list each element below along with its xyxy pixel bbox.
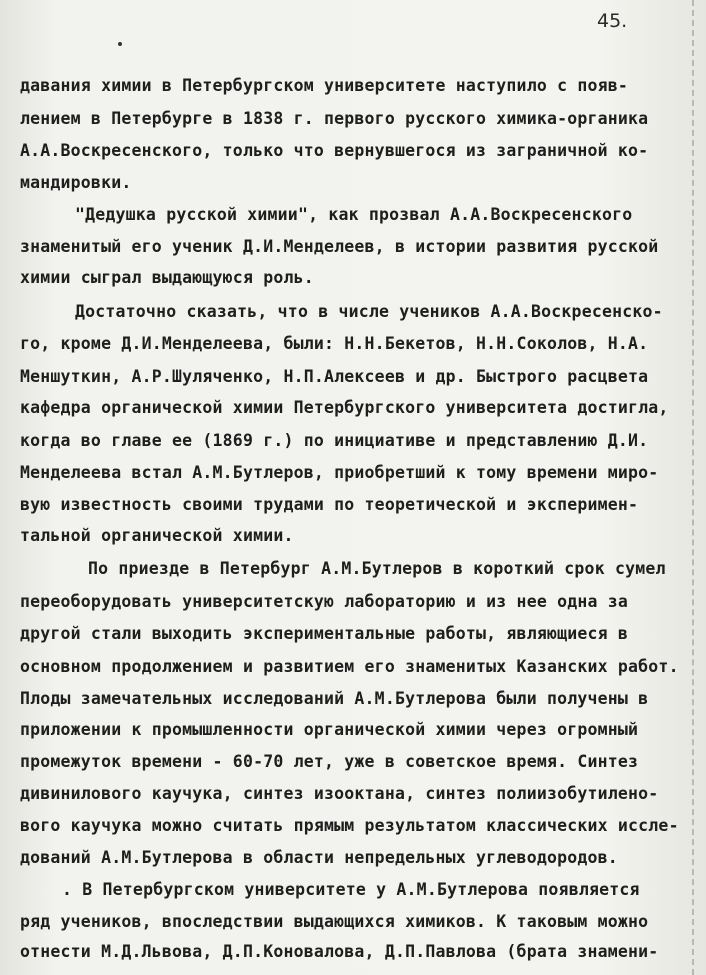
text-line: Достаточно сказать, что в числе учеников А.А.Воскресенско- [75, 302, 663, 321]
text-line: Менделеева встал А.М.Бутлеров, приобретший к тому времени миро- [20, 463, 659, 482]
text-line: го, кроме Д.И.Менделеева, были: Н.Н.Бекетов, Н.Н.Соколов, Н.А. [20, 334, 649, 353]
text-line: переоборудовать университетскую лабораторию и из нее одна за [20, 592, 629, 611]
text-line: знаменитый его ученик Д.И.Менделеев, в истории развития русской [20, 237, 659, 256]
text-line: Плоды замечательных исследований А.М.Бутлерова были получены в [20, 689, 649, 708]
text-line: дивинилового каучука, синтез изооктана, синтез полиизобутилено- [20, 784, 659, 803]
text-line: основном продолжением и развитием его знаменитых Казанских работ. [20, 657, 679, 676]
text-line: вую известность своими трудами по теоретической и эксперимен- [20, 495, 639, 514]
text-line: вого каучука можно считать прямым результатом классических иссле- [20, 816, 679, 835]
text-line: когда во главе ее (1869 г.) по инициативе и представлению Д.И. [20, 431, 649, 450]
text-line: промежуток времени - 60-70 лет, уже в советское время. Синтез [20, 752, 639, 771]
text-line: дований А.М.Бутлерова в области непредельных углеводородов. [20, 848, 618, 867]
text-line: приложении к промышленности органической химии через огромный [20, 720, 639, 739]
text-line: химии сыграл выдающуюся роль. [20, 268, 314, 287]
ink-speck [118, 42, 122, 46]
text-line: ряд учеников, впоследствии выдающихся химиков. К таковым можно [20, 912, 649, 931]
text-line: А.А.Воскресенского, только что вернувшегося из заграничной ко- [20, 141, 649, 160]
text-line: тальной органической химии. [20, 526, 294, 545]
text-line: "Дедушка русской химии", как прозвал А.А.Воскресенского [75, 205, 633, 224]
text-line: другой стали выходить экспериментальные работы, являющиеся в [20, 624, 629, 643]
text-line: лением в Петербурге в 1838 г. первого русского химика-органика [20, 109, 649, 128]
page-number: 45. [597, 10, 628, 32]
page-edge [692, 0, 700, 975]
text-line: Меншуткин, А.Р.Шуляченко, Н.П.Алексеев и др. Быстрого расцвета [20, 367, 649, 386]
text-line: отнести М.Д.Львова, Д.П.Коновалова, Д.П.Павлова (брата знамени- [20, 942, 659, 961]
text-line: мандировки. [20, 173, 132, 192]
text-line: кафедра органической химии Петербургского университета достигла, [20, 398, 669, 417]
text-line: . В Петербургском университете у А.М.Бутлерова появляется [62, 880, 640, 899]
text-line: По приезде в Петербург А.М.Бутлеров в короткий срок сумел [88, 559, 666, 578]
text-line: давания химии в Петербургском университете наступило с появ- [20, 76, 629, 95]
